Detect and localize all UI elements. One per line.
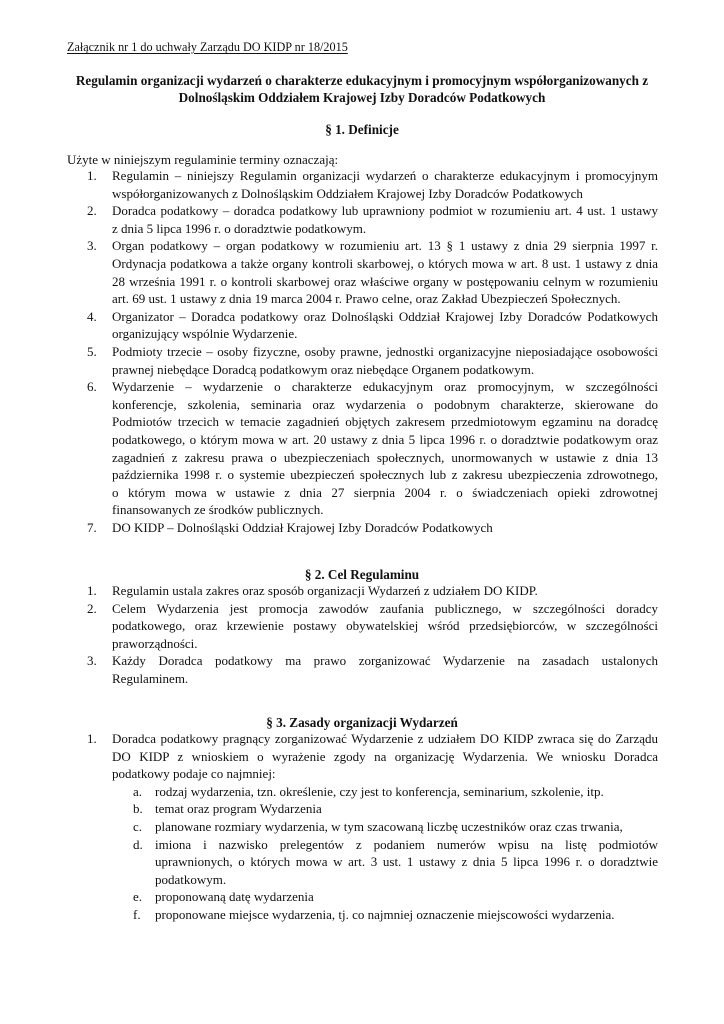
list-item xyxy=(67,308,658,343)
subitem-letter: e. xyxy=(133,889,143,905)
item-line: 28 września 1991 r. o kontroli skarbowej oraz właściwe organy w postępowaniu celnym w rozumieniu xyxy=(112,273,658,289)
item-line: z dnia 5 lipca 1996 r. o doradztwie podatkowym. xyxy=(112,220,367,236)
item-line: praworządności. xyxy=(112,635,198,651)
item-line: temat oraz program Wydarzenia xyxy=(155,801,322,817)
item-line: rodzaj wydarzenia, tzn. określenie, czy jest to konferencja, seminarium, szkolenie, itp. xyxy=(155,783,604,799)
rules-list xyxy=(67,730,658,924)
item-number: 1. xyxy=(87,731,97,746)
item-line: Podmiotów trzecich w temacie zagadnień objętych zakresem przedmiotowym egzaminu na doradcę xyxy=(112,414,658,430)
item-line: art. 69 ust. 1 ustawy z dnia 19 marca 2004 r. Prawo celne, oraz Zakład Ubezpieczeń Społecznych. xyxy=(112,291,621,307)
item-number: 3. xyxy=(87,653,97,669)
item-line: uprawnionych, o których mowa w art. 3 ust. 1 ustawy z dnia 5 lipca 1996 r. o doradztwie xyxy=(155,854,658,870)
item-line: proponowane miejsce wydarzenia, tj. co najmniej oznaczenie miejscowości wydarzenia. xyxy=(155,906,615,922)
item-line: Regulamin – niniejszy Regulamin organizacji wydarzeń o charakterze edukacyjnym i promocyjnym xyxy=(112,168,658,183)
subitem-letter: b. xyxy=(133,801,143,817)
sublist-item xyxy=(112,836,658,889)
item-number: 2. xyxy=(87,600,97,616)
sublist-item xyxy=(112,800,658,818)
item-line: października 1998 r. o systemie ubezpieczeń społecznych lub z zakresu ubezpieczenia zdrowotnego, xyxy=(112,467,658,483)
item-line: organizujący wspólnie Wydarzenie. xyxy=(112,326,298,342)
item-line: proponowaną datę wydarzenia xyxy=(155,889,314,905)
subitem-letter: a. xyxy=(133,783,143,799)
sublist-item xyxy=(112,906,658,924)
document-title xyxy=(64,72,660,106)
subitem-letter: d. xyxy=(133,836,143,852)
item-line: Regulamin ustala zakres oraz sposób organizacji Wydarzeń z udziałem DO KIDP. xyxy=(112,583,538,598)
list-item xyxy=(67,167,658,202)
item-line: prawnej niebędące Doradcą podatkowym oraz niebędące Organem podatkowym. xyxy=(112,361,535,377)
section-1-intro: Użyte w niniejszym regulaminie terminy oznaczają: xyxy=(67,152,339,167)
section-2-heading: § 2. Cel Regulaminu xyxy=(304,567,420,582)
item-line: Wydarzenie – wydarzenie o charakterze edukacyjnym oraz promocyjnym, w szczególności xyxy=(112,379,658,395)
item-line: finansowanych ze środków publicznych. xyxy=(112,502,324,518)
item-line: DO KIDP – Dolnośląski Oddział Krajowej Izby Doradców Podatkowych xyxy=(112,519,493,535)
item-line: Celem Wydarzenia jest promocja zawodów zaufania publicznego, w szczególności doradcy xyxy=(112,600,658,616)
item-line: Regulaminem. xyxy=(112,670,189,686)
item-line: planowane rozmiary wydarzenia, w tym szacowaną liczbę uczestników oraz czas trwania, xyxy=(155,818,623,834)
item-line: Doradca podatkowy pragnący zorganizować Wydarzenie z udziałem DO KIDP zwraca się do Zarządu xyxy=(112,731,658,746)
item-line: DO KIDP z wnioskiem o wyrażenie zgody na organizację Wydarzenia. We wniosku Doradca xyxy=(112,748,658,764)
sublist-item xyxy=(112,783,658,801)
item-line: o którym mowa w ustawie z dnia 27 sierpnia 2004 r. o świadczeniach opieki zdrowotnej xyxy=(112,484,658,500)
list-item xyxy=(67,582,658,600)
subitem-letter: f. xyxy=(133,906,141,922)
item-number: 4. xyxy=(87,308,97,324)
item-number: 1. xyxy=(87,168,97,183)
item-line: Organ podatkowy – organ podatkowy w rozumieniu art. 13 § 1 ustawy z dnia 29 sierpnia 1997 r. xyxy=(112,238,658,254)
subitem-letter: c. xyxy=(133,818,143,834)
attachment-note: Załącznik nr 1 do uchwały Zarządu DO KIDP nr 18/2015 xyxy=(67,40,348,54)
item-line: podatkowego, o którym mowa w art. 20 ustawy z dnia 5 lipca 1996 r. o doradztwie podatkowym oraz xyxy=(112,431,658,447)
item-number: 1. xyxy=(87,583,97,598)
list-item xyxy=(67,378,658,519)
list-item xyxy=(67,519,658,537)
list-item xyxy=(67,730,658,924)
sublist-item xyxy=(112,818,658,836)
title-line: Dolnośląskim Oddziałem Krajowej Izby Doradców Podatkowych xyxy=(178,90,546,105)
list-item xyxy=(67,237,658,307)
item-line: Każdy Doradca podatkowy ma prawo zorganizować Wydarzenie na zasadach ustalonych xyxy=(112,653,658,669)
item-line: podatkowego, oraz krzewienie postawy obywatelskiej wśród przedsiębiorców, w szczególności xyxy=(112,618,658,634)
title-line: Regulamin organizacji wydarzeń o charakterze edukacyjnym i promocyjnym współorganizowanych z xyxy=(75,73,649,88)
item-line: konferencje, szkolenia, seminaria oraz wydarzenia o podobnym charakterze, skierowane do xyxy=(112,396,658,412)
list-item xyxy=(67,652,658,687)
section-1-heading: § 1. Definicje xyxy=(325,122,399,137)
item-line: zagadnień z zakresu prawa o ubezpieczeniach społecznych, unormowanych w ustawie z dnia 13 xyxy=(112,449,658,465)
sublist-item xyxy=(112,888,658,906)
item-line: Organizator – Doradca podatkowy oraz Dolnośląski Oddział Krajowej Izby Doradców Podatkowych xyxy=(112,308,658,324)
item-number: 5. xyxy=(87,343,97,359)
item-number: 2. xyxy=(87,203,97,219)
item-line: Doradca podatkowy – doradca podatkowy lub uprawniony podmiot w rozumieniu art. 4 ust. 1 ustawy xyxy=(112,203,658,219)
section-3-heading: § 3. Zasady organizacji Wydarzeń xyxy=(266,715,458,730)
list-item xyxy=(67,202,658,237)
list-item xyxy=(67,343,658,378)
item-line: Podmioty trzecie – osoby fizyczne, osoby prawne, jednostki organizacyjne nieposiadające osobowości xyxy=(112,343,658,359)
item-line: podatkowym. xyxy=(155,871,227,887)
goals-list xyxy=(67,582,658,688)
definitions-list xyxy=(67,167,658,536)
item-line: imiona i nazwisko prelegentów z podaniem numerów wpisu na listę podmiotów xyxy=(155,836,658,852)
item-number: 3. xyxy=(87,238,97,254)
item-number: 7. xyxy=(87,519,97,535)
item-line: Ordynacja podatkowa a także organy kontroli skarbowej, o których mowa w art. 8 ust. 1 ustawy z dnia xyxy=(112,255,658,271)
item-line: podatkowy podaje co najmniej: xyxy=(112,766,276,782)
list-item xyxy=(67,600,658,653)
requirements-sublist xyxy=(112,783,658,924)
item-line: współorganizowanych z Dolnośląskim Oddziałem Krajowej Izby Doradców Podatkowych xyxy=(112,185,583,201)
item-number: 6. xyxy=(87,379,97,395)
